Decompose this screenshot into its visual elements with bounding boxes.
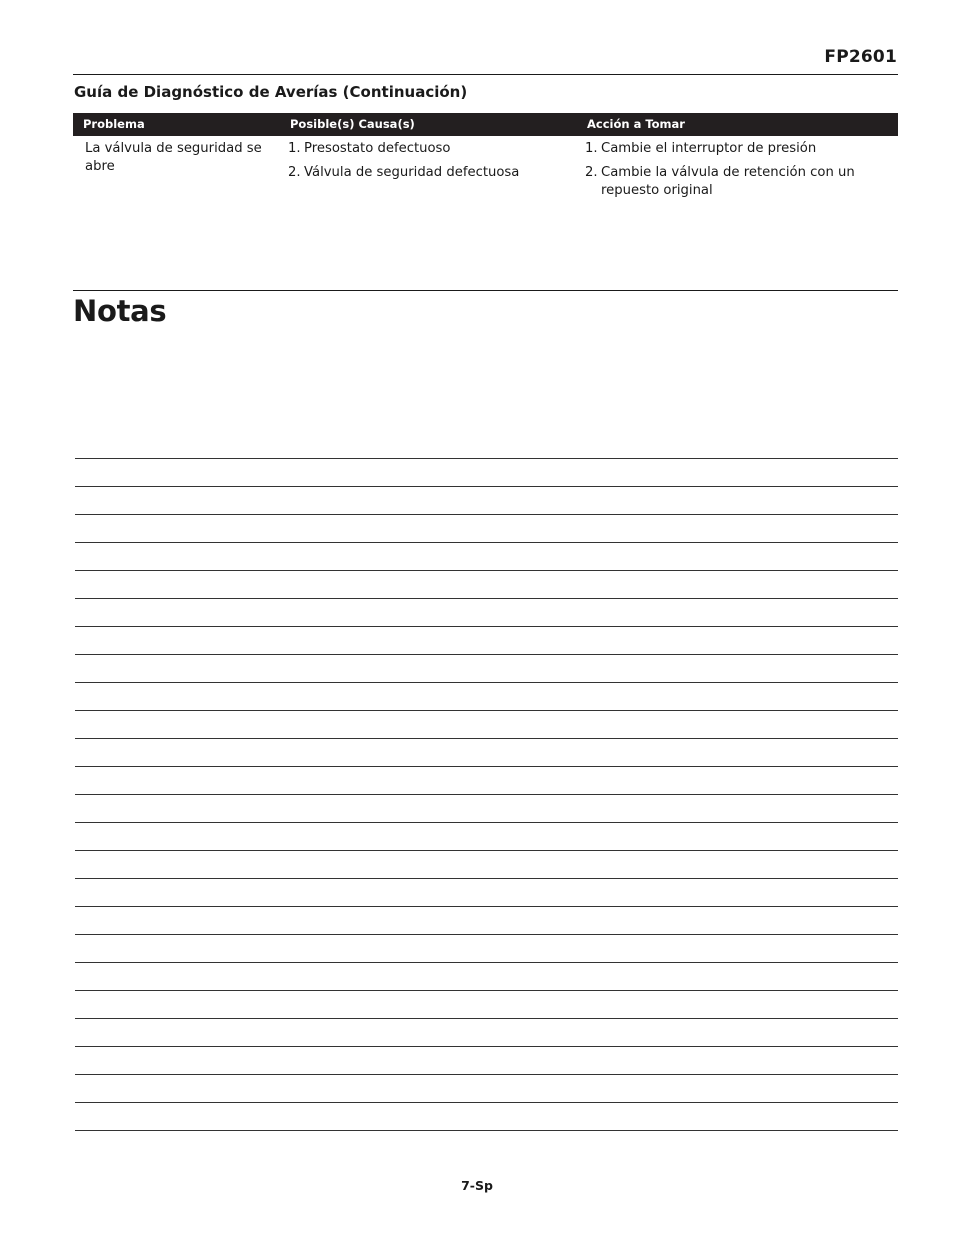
notes-title: Notas <box>73 294 167 328</box>
note-writing-line <box>75 878 898 906</box>
list-number: 2. <box>585 165 598 180</box>
note-writing-line <box>75 598 898 626</box>
notes-rule <box>73 290 898 291</box>
list-item <box>288 164 578 182</box>
note-writing-line <box>75 906 898 934</box>
note-writing-line <box>75 570 898 598</box>
column-header-causes: Posible(s) Causa(s) <box>290 117 415 131</box>
note-writing-line <box>75 514 898 542</box>
note-writing-line <box>75 766 898 794</box>
note-writing-line <box>75 1102 898 1130</box>
list-number: 1. <box>585 141 598 156</box>
column-header-actions: Acción a Tomar <box>587 117 685 131</box>
note-writing-line <box>75 626 898 654</box>
note-writing-line <box>75 990 898 1018</box>
note-writing-line <box>75 822 898 850</box>
list-item <box>585 164 885 200</box>
note-writing-line <box>75 934 898 962</box>
note-writing-line <box>75 1074 898 1102</box>
list-text: Presostato defectuoso <box>304 141 451 156</box>
problem-cell: La válvula de seguridad se abre <box>85 141 262 174</box>
note-writing-line <box>75 738 898 766</box>
list-item <box>288 140 578 158</box>
note-writing-line <box>75 710 898 738</box>
list-text: Cambie la válvula de retención con un repuesto original <box>601 165 855 198</box>
list-number: 1. <box>288 141 301 156</box>
header-rule <box>73 74 898 75</box>
note-writing-line <box>75 794 898 822</box>
note-writing-line <box>75 486 898 514</box>
note-writing-line <box>75 682 898 710</box>
model-code: FP2601 <box>824 47 897 67</box>
list-text: Válvula de seguridad defectuosa <box>304 165 520 180</box>
note-writing-line <box>75 542 898 570</box>
note-writing-line <box>75 962 898 990</box>
list-item <box>585 140 885 158</box>
actions-cell <box>585 140 885 206</box>
causes-cell <box>288 140 578 188</box>
note-lines <box>75 458 898 1158</box>
actions-list <box>585 140 885 200</box>
note-writing-line <box>75 458 898 486</box>
note-writing-line <box>75 1046 898 1074</box>
table-header <box>73 113 898 136</box>
note-writing-line <box>75 654 898 682</box>
table-row <box>73 136 898 216</box>
section-title: Guía de Diagnóstico de Averías (Continuación) <box>74 83 468 101</box>
list-text: Cambie el interruptor de presión <box>601 141 817 156</box>
column-header-problem: Problema <box>83 117 145 131</box>
note-writing-line <box>75 1018 898 1046</box>
causes-list <box>288 140 578 182</box>
note-writing-line <box>75 1130 898 1158</box>
note-writing-line <box>75 850 898 878</box>
page-number: 7-Sp <box>461 1178 493 1193</box>
list-number: 2. <box>288 165 301 180</box>
